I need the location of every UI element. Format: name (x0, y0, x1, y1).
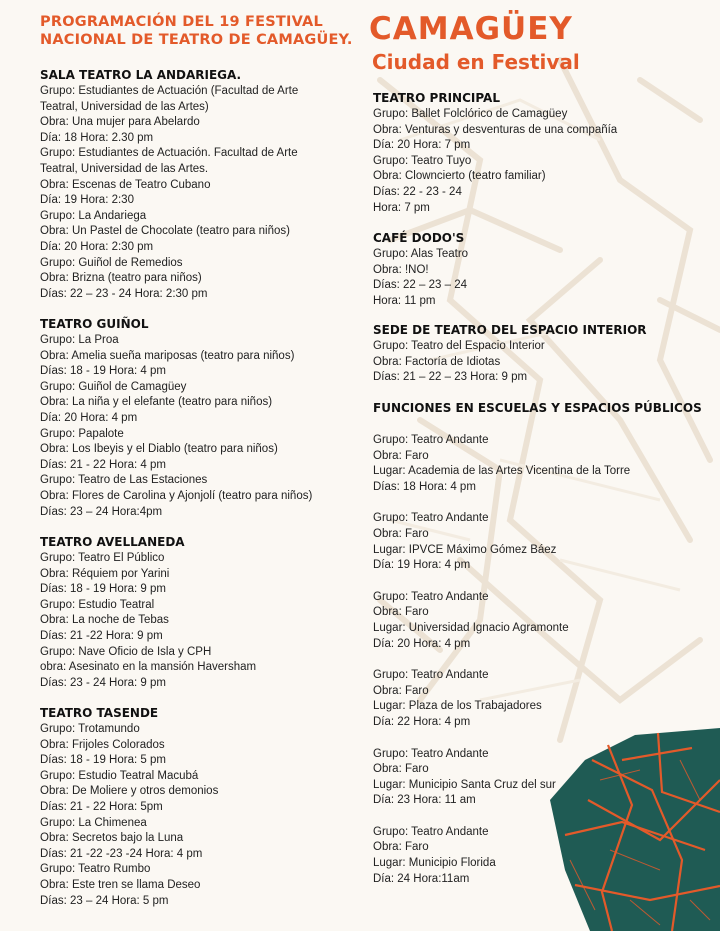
schedule-line: Obra: Brizna (teatro para niños) (40, 272, 202, 285)
spacer (373, 652, 702, 668)
schedule-line: Obra: De Moliere y otros demonios (40, 785, 219, 798)
schedule-line: Días: 18 - 19 Hora: 5 pm (40, 754, 166, 767)
schedule-line: Obra: !NO! (373, 263, 429, 276)
schedule-line: Grupo: Teatro del Espacio Interior (373, 340, 545, 352)
section-lines (40, 722, 218, 909)
schedule-line: Obra: Un Pastel de Chocolate (teatro para niños) (40, 225, 290, 238)
schedule-line: Día: 20 Hora: 4 pm (40, 411, 138, 424)
schedule-line: Obra: La niña y el elefante (teatro para niños) (40, 396, 273, 409)
schedule-line: Obra: Faro (373, 606, 429, 619)
schedule-line: Obra: Faro (373, 841, 429, 854)
schedule-line: Grupo: Guiñol de Camagüey (40, 380, 187, 393)
schedule-line: Hora: 7 pm (373, 201, 430, 214)
section-sala-la-andariega (40, 68, 298, 302)
section-lines (40, 333, 312, 520)
schedule-line: Días: 22 – 23 – 24 (373, 279, 467, 292)
schedule-line: Lugar: Academia de las Artes Vicentina de la Torre (373, 465, 631, 478)
schedule-line: Grupo: Estudiantes de Actuación (Facultad de Arte (40, 85, 299, 97)
schedule-line: Grupo: Teatro Andante (373, 747, 489, 760)
schedule-line: Días: 21 -22 Hora: 9 pm (40, 629, 163, 642)
schedule-line: Grupo: Alas Teatro (373, 248, 469, 260)
schedule-line: Lugar: IPVCE Máximo Gómez Báez (373, 543, 557, 556)
section-title: SALA TEATRO LA ANDARIEGA. (40, 68, 242, 82)
section-lines (373, 247, 468, 309)
schedule-line: Días: 23 - 24 Hora: 9 pm (40, 676, 166, 689)
section-lines (373, 107, 617, 216)
schedule-line: Obra: Faro (373, 449, 429, 462)
section-title: TEATRO PRINCIPAL (373, 91, 500, 105)
schedule-line: Días: 18 - 19 Hora: 4 pm (40, 365, 166, 378)
schedule-line: Grupo: Guiñol de Remedios (40, 256, 183, 269)
schedule-line: Obra: Los Ibeyis y el Diablo (teatro para niños) (40, 443, 278, 456)
section-lines (40, 84, 298, 302)
schedule-line: Obra: Secretos bajo la Luna (40, 832, 184, 845)
schedule-line: Obra: Este tren se llama Deseo (40, 878, 201, 891)
schedule-line: Lugar: Municipio Santa Cruz del sur (373, 778, 556, 791)
section-teatro-principal (373, 91, 617, 216)
section-teatro-guinol (40, 317, 312, 520)
spacer (373, 731, 702, 747)
schedule-line: Día: 18 Hora: 2.30 pm (40, 131, 154, 144)
schedule-line: Obra: Flores de Carolina y Ajonjolí (teatro para niños) (40, 489, 313, 502)
section-lines (373, 339, 647, 386)
schedule-line: Grupo: Teatro Rumbo (40, 863, 151, 876)
schedule-line: Grupo: Ballet Folclórico de Camagüey (373, 108, 568, 120)
schedule-line: Día: 19 Hora: 4 pm (373, 559, 471, 572)
schedule-line: Grupo: Teatro Andante (373, 825, 489, 838)
spacer (373, 574, 702, 590)
schedule-line: Días: 21 - 22 Hora: 4 pm (40, 458, 166, 471)
schedule-line: Día: 19 Hora: 2:30 (40, 194, 134, 207)
brand-subtitle: Ciudad en Festival (372, 50, 580, 74)
schedule-line: Días: 21 - 22 Hora: 5pm (40, 800, 163, 813)
schedule-line: Grupo: Estudio Teatral (40, 598, 155, 611)
schedule-line: Grupo: La Andariega (40, 209, 147, 222)
section-teatro-tasende (40, 706, 218, 909)
schedule-line: Grupo: Trotamundo (40, 723, 140, 735)
schedule-line: Obra: Amelia sueña mariposas (teatro para niños) (40, 349, 295, 362)
schedule-line: Grupo: Teatro Andante (373, 669, 489, 682)
schedule-line: Grupo: Teatro Andante (373, 590, 489, 603)
schedule-line: Obra: Réquiem por Yarini (40, 567, 170, 580)
section-espacio-interior (373, 323, 647, 386)
schedule-line: Grupo: La Proa (40, 334, 119, 346)
spacer (373, 495, 702, 511)
section-lines (373, 417, 702, 887)
schedule-line: Obra: Escenas de Teatro Cubano (40, 178, 211, 191)
schedule-line: Grupo: Teatro Andante (373, 434, 489, 446)
section-title: TEATRO GUIÑOL (40, 317, 149, 331)
schedule-line: Grupo: Estudio Teatral Macubá (40, 769, 199, 782)
schedule-line: Días: 22 – 23 - 24 Hora: 2:30 pm (40, 287, 208, 300)
schedule-line: Obra: Frijoles Colorados (40, 738, 165, 751)
schedule-line: Grupo: Papalote (40, 427, 124, 440)
schedule-line: Grupo: Teatro de Las Estaciones (40, 474, 208, 487)
schedule-line: Obra: Faro (373, 527, 429, 540)
spacer (373, 809, 702, 825)
schedule-line: obra: Asesinato en la mansión Haversham (40, 661, 257, 674)
schedule-line: Día: 23 Hora: 11 am (373, 794, 476, 807)
schedule-line: Teatral, Universidad de las Artes) (40, 100, 209, 113)
schedule-line: Grupo: Teatro El Público (40, 552, 165, 564)
schedule-line: Días: 22 - 23 - 24 (373, 185, 462, 198)
schedule-line: Obra: Faro (373, 684, 429, 697)
schedule-line: Obra: Clowncierto (teatro familiar) (373, 170, 546, 183)
section-title: FUNCIONES EN ESCUELAS Y ESPACIOS PÚBLICOS (373, 401, 702, 415)
section-title: TEATRO AVELLANEDA (40, 535, 185, 549)
schedule-line: Obra: Factoría de Idiotas (373, 355, 501, 368)
section-title: CAFÉ DODO'S (373, 231, 465, 245)
schedule-line: Día: 22 Hora: 4 pm (373, 715, 471, 728)
schedule-line: Día: 20 Hora: 2:30 pm (40, 240, 154, 253)
schedule-line: Hora: 11 pm (373, 294, 436, 307)
section-teatro-avellaneda (40, 535, 256, 691)
schedule-line: Grupo: Teatro Andante (373, 512, 489, 525)
section-title: SEDE DE TEATRO DEL ESPACIO INTERIOR (373, 323, 647, 337)
section-escuelas-espacios-publicos (373, 401, 702, 887)
schedule-line: Día: 20 Hora: 4 pm (373, 637, 471, 650)
schedule-line: Día: 20 Hora: 7 pm (373, 139, 471, 152)
section-title: TEATRO TASENDE (40, 706, 159, 720)
schedule-line: Día: 24 Hora:11am (373, 872, 470, 885)
spacer (373, 417, 702, 433)
schedule-line: Días: 23 – 24 Hora: 5 pm (40, 894, 169, 907)
schedule-line: Teatral, Universidad de las Artes. (40, 162, 209, 175)
schedule-line: Grupo: Teatro Tuyo (373, 154, 472, 167)
schedule-line: Lugar: Plaza de los Trabajadores (373, 700, 542, 713)
schedule-line: Obra: La noche de Tebas (40, 614, 169, 627)
schedule-line: Lugar: Universidad Ignacio Agramonte (373, 621, 569, 634)
schedule-line: Días: 18 - 19 Hora: 9 pm (40, 583, 166, 596)
schedule-line: Días: 21 -22 -23 -24 Hora: 4 pm (40, 847, 203, 860)
schedule-line: Obra: Venturas y desventuras de una compañía (373, 123, 618, 136)
schedule-line: Días: 18 Hora: 4 pm (373, 480, 476, 493)
schedule-line: Días: 23 – 24 Hora:4pm (40, 505, 163, 518)
section-lines (40, 551, 256, 691)
program-title: PROGRAMACIÓN DEL 19 FESTIVAL NACIONAL DE TEATRO DE CAMAGÜEY. (40, 14, 353, 48)
schedule-line: Grupo: La Chimenea (40, 816, 147, 829)
schedule-line: Obra: Faro (373, 763, 429, 776)
schedule-line: Obra: Una mujer para Abelardo (40, 116, 200, 129)
schedule-line: Grupo: Estudiantes de Actuación. Facultad de Arte (40, 147, 298, 160)
section-cafe-dodos (373, 231, 468, 309)
schedule-line: Lugar: Municipio Florida (373, 857, 496, 870)
brand-title: CAMAGÜEY (369, 11, 573, 47)
schedule-line: Grupo: Nave Oficio de Isla y CPH (40, 645, 212, 658)
schedule-line: Días: 21 – 22 – 23 Hora: 9 pm (373, 371, 528, 384)
